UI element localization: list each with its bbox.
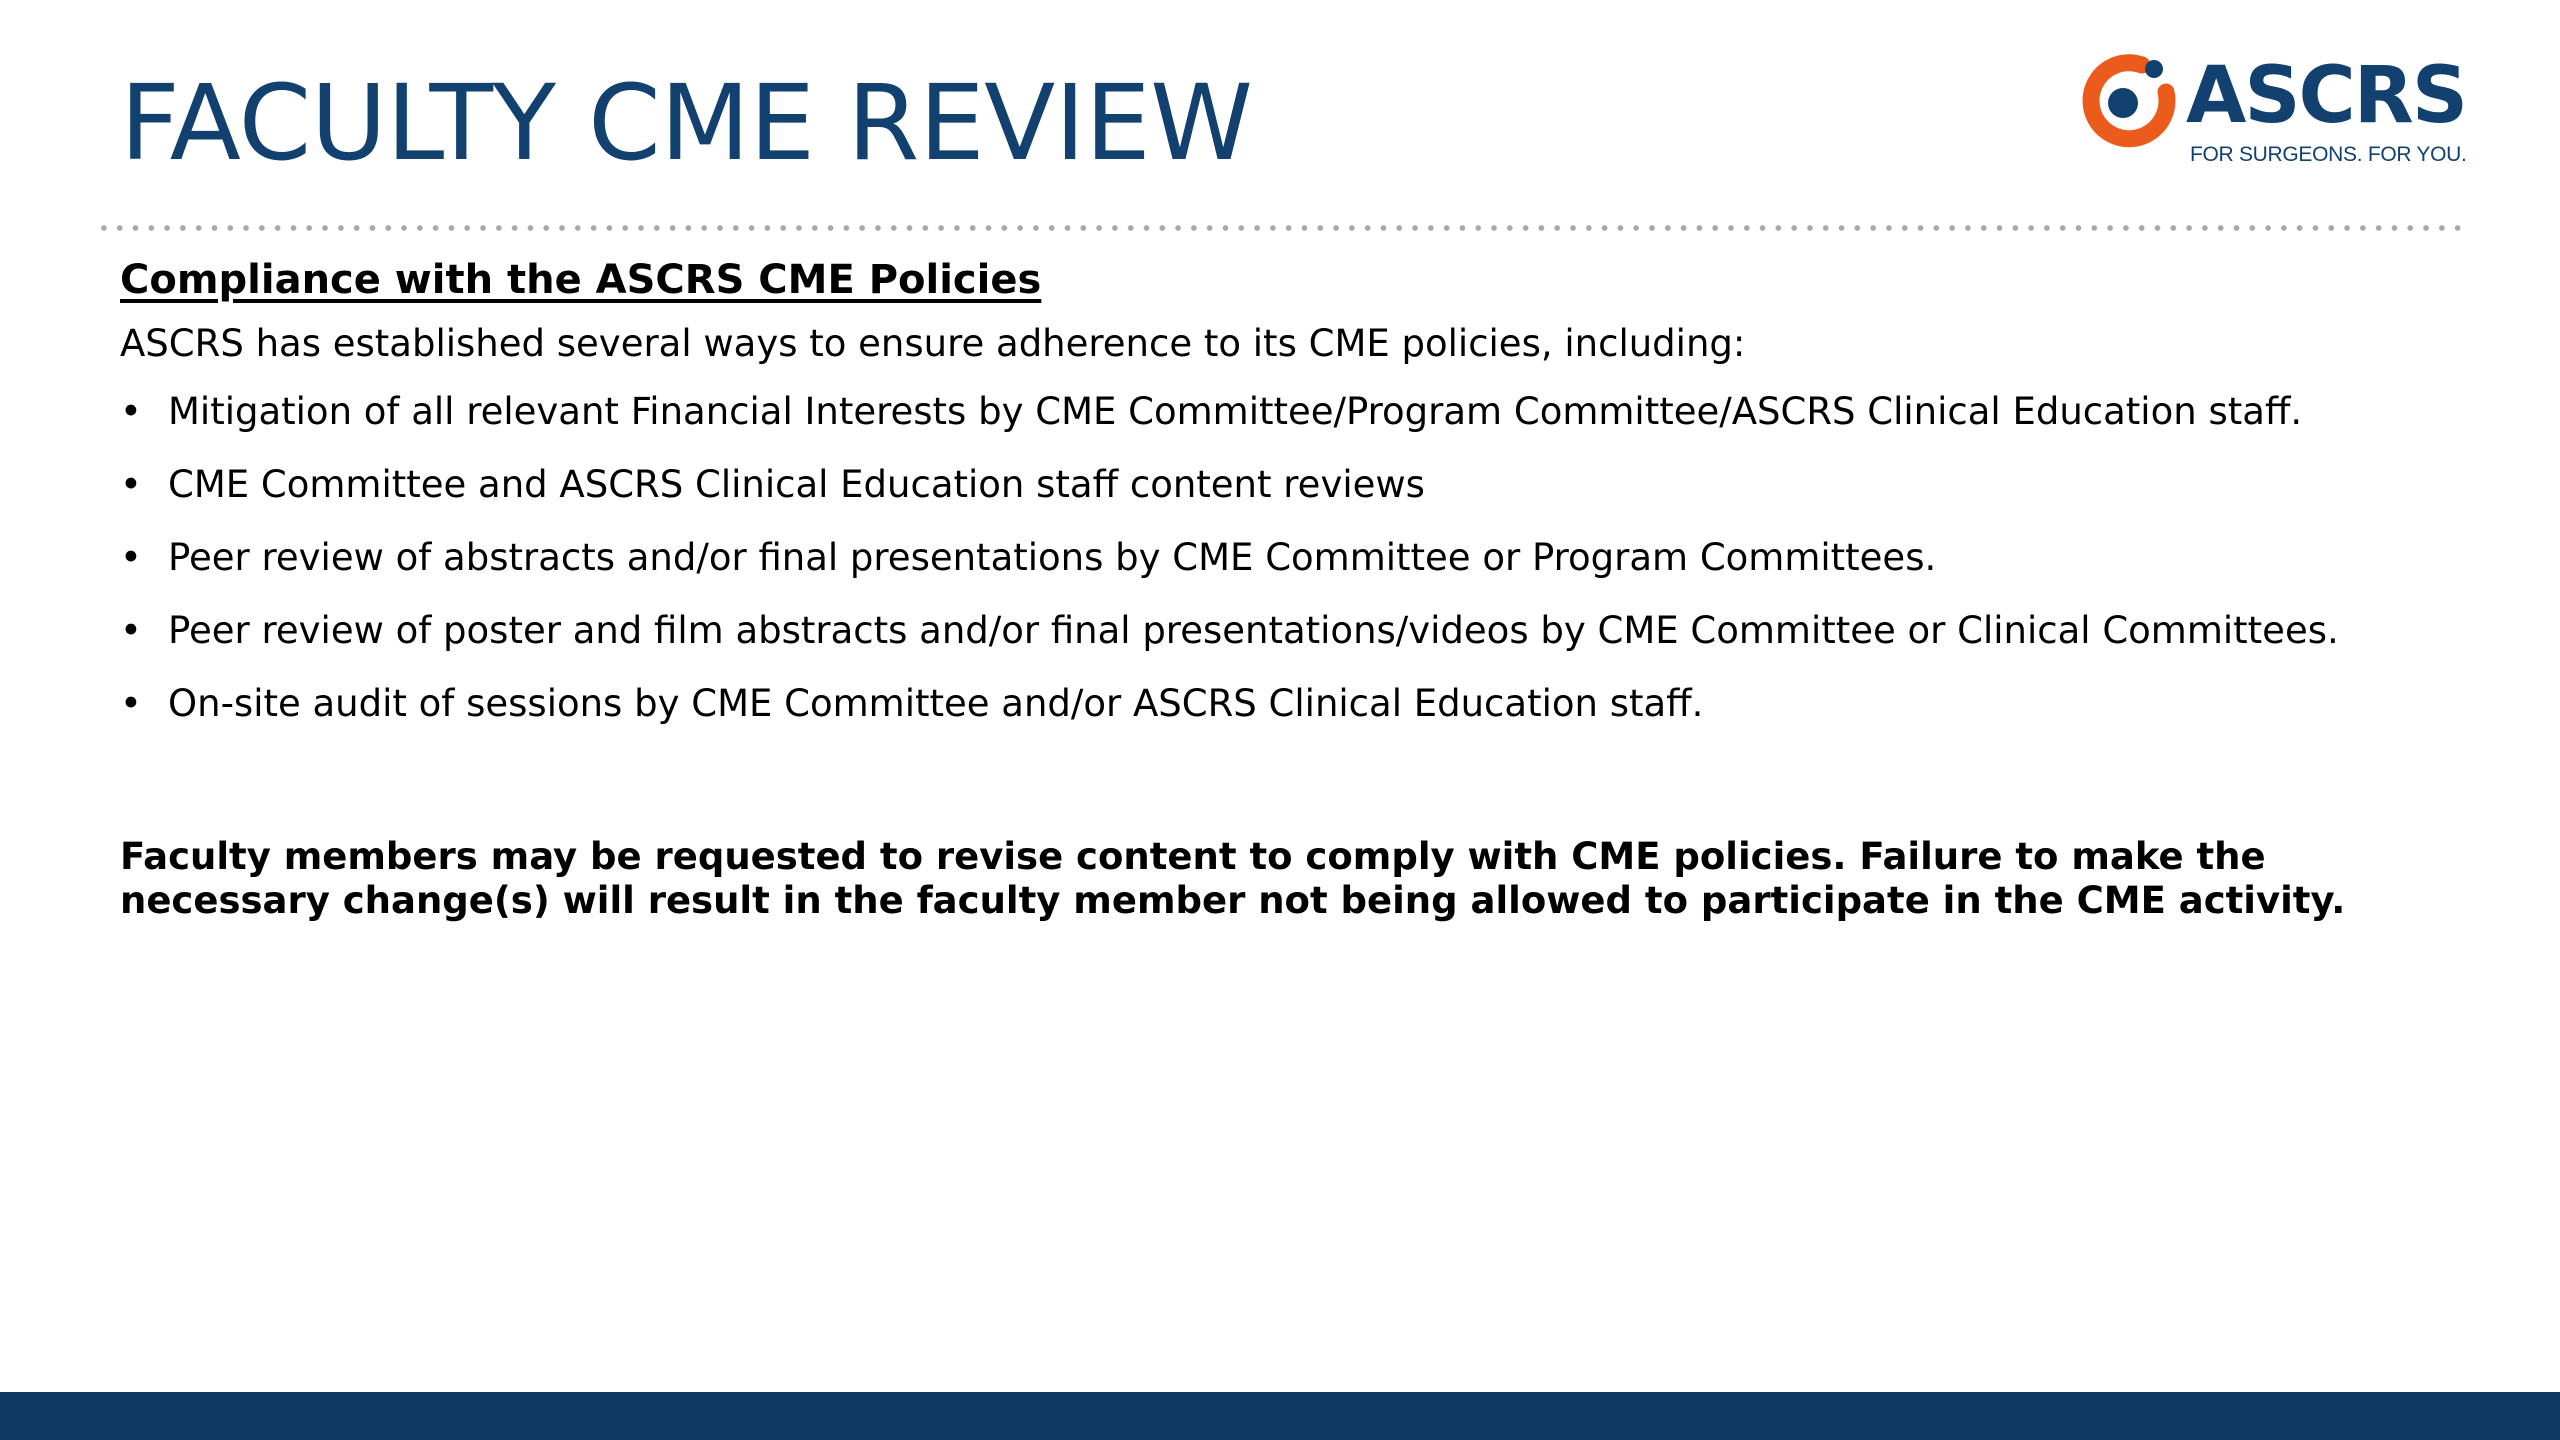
logo-tagline: FOR SURGEONS. FOR YOU. (2190, 143, 2467, 166)
footer-bar (0, 1392, 2560, 1440)
ascrs-logo (2076, 48, 2476, 172)
bullet-icon: • (120, 389, 142, 433)
ascrs-logo-mark-icon (2076, 48, 2180, 152)
list-item (120, 605, 2460, 678)
list-item-text: Peer review of abstracts and/or final presentations by CME Committee or Program Committees. (168, 535, 1937, 579)
list-item-text: On-site audit of sessions by CME Committee and/or ASCRS Clinical Education staff. (168, 681, 1704, 725)
list-item-text: Mitigation of all relevant Financial Interests by CME Committee/Program Committee/ASCRS Clinical Education staff. (168, 389, 2303, 433)
slide-title: FACULTY CME REVIEW (120, 62, 1253, 184)
bullet-icon: • (120, 462, 142, 506)
list-item-text: CME Committee and ASCRS Clinical Education staff content reviews (168, 462, 1425, 506)
policy-list (120, 386, 2460, 751)
list-item (120, 532, 2460, 605)
bullet-icon: • (120, 535, 142, 579)
logo-wordmark: ASCRS (2186, 51, 2467, 141)
section-heading: Compliance with the ASCRS CME Policies (120, 257, 1042, 303)
bullet-icon: • (120, 608, 142, 652)
list-item-text: Peer review of poster and film abstracts and/or final presentations/videos by CME Committee or Clinical Committees. (168, 608, 2339, 652)
bullet-icon: • (120, 681, 142, 725)
list-item (120, 386, 2460, 459)
list-item (120, 459, 2460, 532)
compliance-notice: Faculty members may be requested to revise content to comply with CME policies. Failure to make the necessary change(s) will result in the faculty member not being allowed to participate in the CME activity. (120, 834, 2346, 923)
slide-content (120, 252, 2460, 924)
intro-text: ASCRS has established several ways to ensure adherence to its CME policies, including: (120, 322, 1746, 365)
list-item (120, 678, 2460, 751)
dotted-divider (96, 224, 2464, 232)
